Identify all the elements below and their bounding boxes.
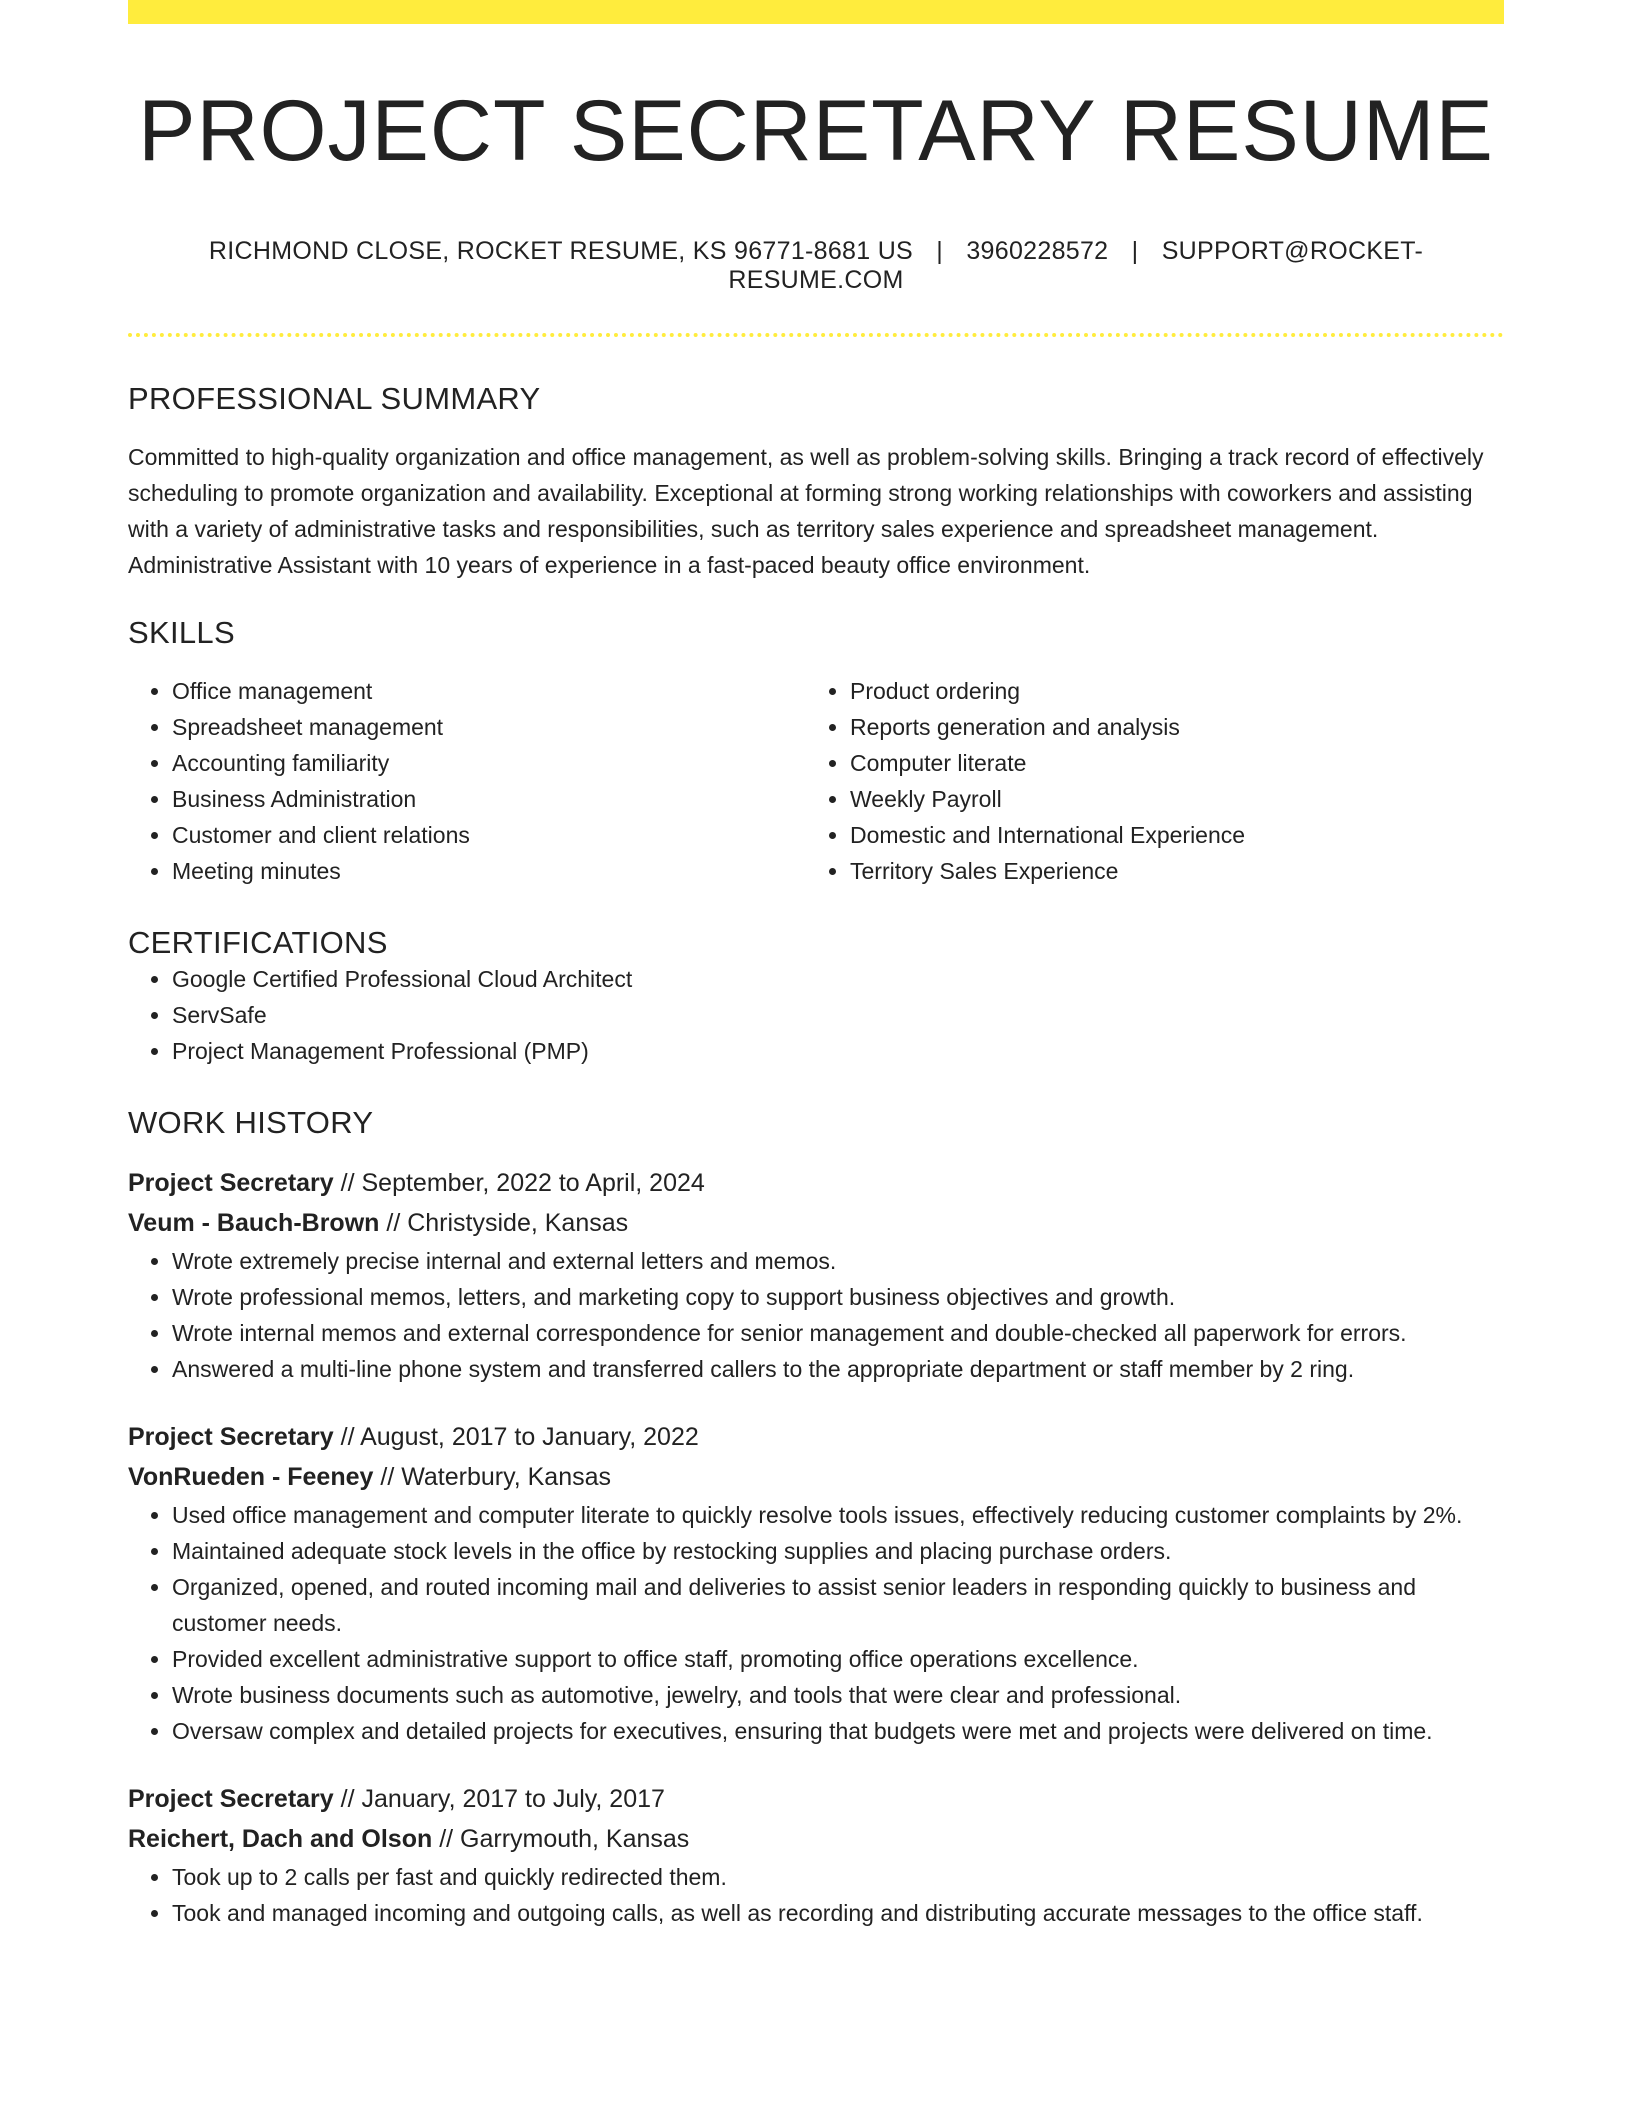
job-duty-item: • Wrote business documents such as automotive, jewelry, and tools that were clear and professional. xyxy=(172,1677,1504,1713)
contact-separator: | xyxy=(936,236,944,265)
skill-item: • Office management xyxy=(172,673,806,709)
job-duty-item: • Answered a multi-line phone system and transferred callers to the appropriate department or staff member by 2 ring. xyxy=(172,1351,1504,1387)
summary-section xyxy=(128,381,1504,583)
job-title-line xyxy=(128,1163,1504,1203)
skills-column-left xyxy=(128,673,806,889)
skills-grid xyxy=(128,673,1504,889)
certification-item: • Google Certified Professional Cloud Architect xyxy=(172,961,1504,997)
job-company-line xyxy=(128,1203,1504,1243)
resume-title: PROJECT SECRETARY RESUME xyxy=(138,83,1494,179)
job-duty-item: • Wrote extremely precise internal and external letters and memos. xyxy=(172,1243,1504,1279)
job-duty-item: • Organized, opened, and routed incoming mail and deliveries to assist senior leaders in responding quickly to business and customer needs. xyxy=(172,1569,1504,1641)
skill-item: • Computer literate xyxy=(850,745,1484,781)
skill-item: • Territory Sales Experience xyxy=(850,853,1484,889)
job-entry xyxy=(128,1163,1504,1387)
job-entry xyxy=(128,1779,1504,1931)
resume-page xyxy=(128,0,1504,1931)
skill-item: • Product ordering xyxy=(850,673,1484,709)
skill-item: • Business Administration xyxy=(172,781,806,817)
job-dates: September, 2022 to April, 2024 xyxy=(361,1168,705,1197)
contact-email: SUPPORT@ROCKET-RESUME.COM xyxy=(728,236,1424,294)
job-location: Waterbury, Kansas xyxy=(401,1462,612,1491)
job-duties xyxy=(128,1859,1504,1931)
contact-address: RICHMOND CLOSE, ROCKET RESUME, KS 96771-8681 US xyxy=(208,236,914,265)
job-company: Reichert, Dach and Olson xyxy=(128,1824,433,1853)
job-duty-item: • Took up to 2 calls per fast and quickly redirected them. xyxy=(172,1859,1504,1895)
skill-item: • Meeting minutes xyxy=(172,853,806,889)
job-duty-item: • Wrote internal memos and external correspondence for senior management and double-checked all paperwork for errors. xyxy=(172,1315,1504,1351)
skill-item: • Accounting familiarity xyxy=(172,745,806,781)
skill-item: • Spreadsheet management xyxy=(172,709,806,745)
summary-text: Committed to high-quality organization and office management, as well as problem-solving skills. Bringing a track record of effectively scheduling to promote organization and availability. Exceptional at forming strong working relationships with coworkers and assisting with a variety of administrative tasks and responsibilities, such as territory sales experience and spreadsheet management. Administrative Assistant with 10 years of experience in a fast-paced beauty office environment. xyxy=(128,443,1484,578)
skill-item: • Domestic and International Experience xyxy=(850,817,1484,853)
job-dates: January, 2017 to July, 2017 xyxy=(361,1784,665,1813)
job-list xyxy=(128,1163,1504,1931)
top-accent-bar xyxy=(128,0,1504,24)
job-duty-item: • Wrote professional memos, letters, and marketing copy to support business objectives and growth. xyxy=(172,1279,1504,1315)
certification-item: • Project Management Professional (PMP) xyxy=(172,1033,1504,1069)
contact-phone: 3960228572 xyxy=(966,236,1109,265)
skill-item: • Customer and client relations xyxy=(172,817,806,853)
contact-line xyxy=(128,237,1504,295)
job-company-line xyxy=(128,1457,1504,1497)
job-role: Project Secretary xyxy=(128,1168,334,1197)
job-location: Garrymouth, Kansas xyxy=(460,1824,690,1853)
job-duty-item: • Oversaw complex and detailed projects for executives, ensuring that budgets were met and projects were delivered on time. xyxy=(172,1713,1504,1749)
job-duties xyxy=(128,1243,1504,1387)
job-duties xyxy=(128,1497,1504,1749)
header-divider xyxy=(128,333,1504,337)
skill-item: • Reports generation and analysis xyxy=(850,709,1484,745)
job-duty-item: • Provided excellent administrative support to office staff, promoting office operations excellence. xyxy=(172,1641,1504,1677)
skills-section xyxy=(128,615,1504,889)
job-duty-item: • Took and managed incoming and outgoing calls, as well as recording and distributing accurate messages to the office staff. xyxy=(172,1895,1504,1931)
job-delimiter: // xyxy=(373,1462,402,1491)
certification-item: • ServSafe xyxy=(172,997,1504,1033)
certifications-heading: CERTIFICATIONS xyxy=(128,924,388,960)
skills-heading: SKILLS xyxy=(128,614,235,650)
skills-column-right xyxy=(806,673,1484,889)
job-location: Christyside, Kansas xyxy=(407,1208,629,1237)
job-title-line xyxy=(128,1779,1504,1819)
job-duty-item: • Used office management and computer literate to quickly resolve tools issues, effectively reducing customer complaints by 2%. xyxy=(172,1497,1504,1533)
job-company: Veum - Bauch-Brown xyxy=(128,1208,380,1237)
job-delimiter: // xyxy=(333,1784,362,1813)
job-delimiter: // xyxy=(333,1168,362,1197)
job-delimiter: // xyxy=(432,1824,461,1853)
summary-heading: PROFESSIONAL SUMMARY xyxy=(128,380,541,416)
job-duty-item: • Maintained adequate stock levels in the office by restocking supplies and placing purchase orders. xyxy=(172,1533,1504,1569)
job-role: Project Secretary xyxy=(128,1422,334,1451)
certifications-section xyxy=(128,925,1504,1069)
job-delimiter: // xyxy=(379,1208,408,1237)
job-title-line xyxy=(128,1417,1504,1457)
work-history-section xyxy=(128,1105,1504,1931)
job-company: VonRueden - Feeney xyxy=(128,1462,374,1491)
work-history-heading: WORK HISTORY xyxy=(128,1104,374,1140)
skill-item: • Weekly Payroll xyxy=(850,781,1484,817)
job-entry xyxy=(128,1417,1504,1749)
job-delimiter: // xyxy=(333,1422,361,1451)
job-company-line xyxy=(128,1819,1504,1859)
job-role: Project Secretary xyxy=(128,1784,334,1813)
contact-separator: | xyxy=(1131,236,1139,265)
job-dates: August, 2017 to January, 2022 xyxy=(360,1422,699,1451)
